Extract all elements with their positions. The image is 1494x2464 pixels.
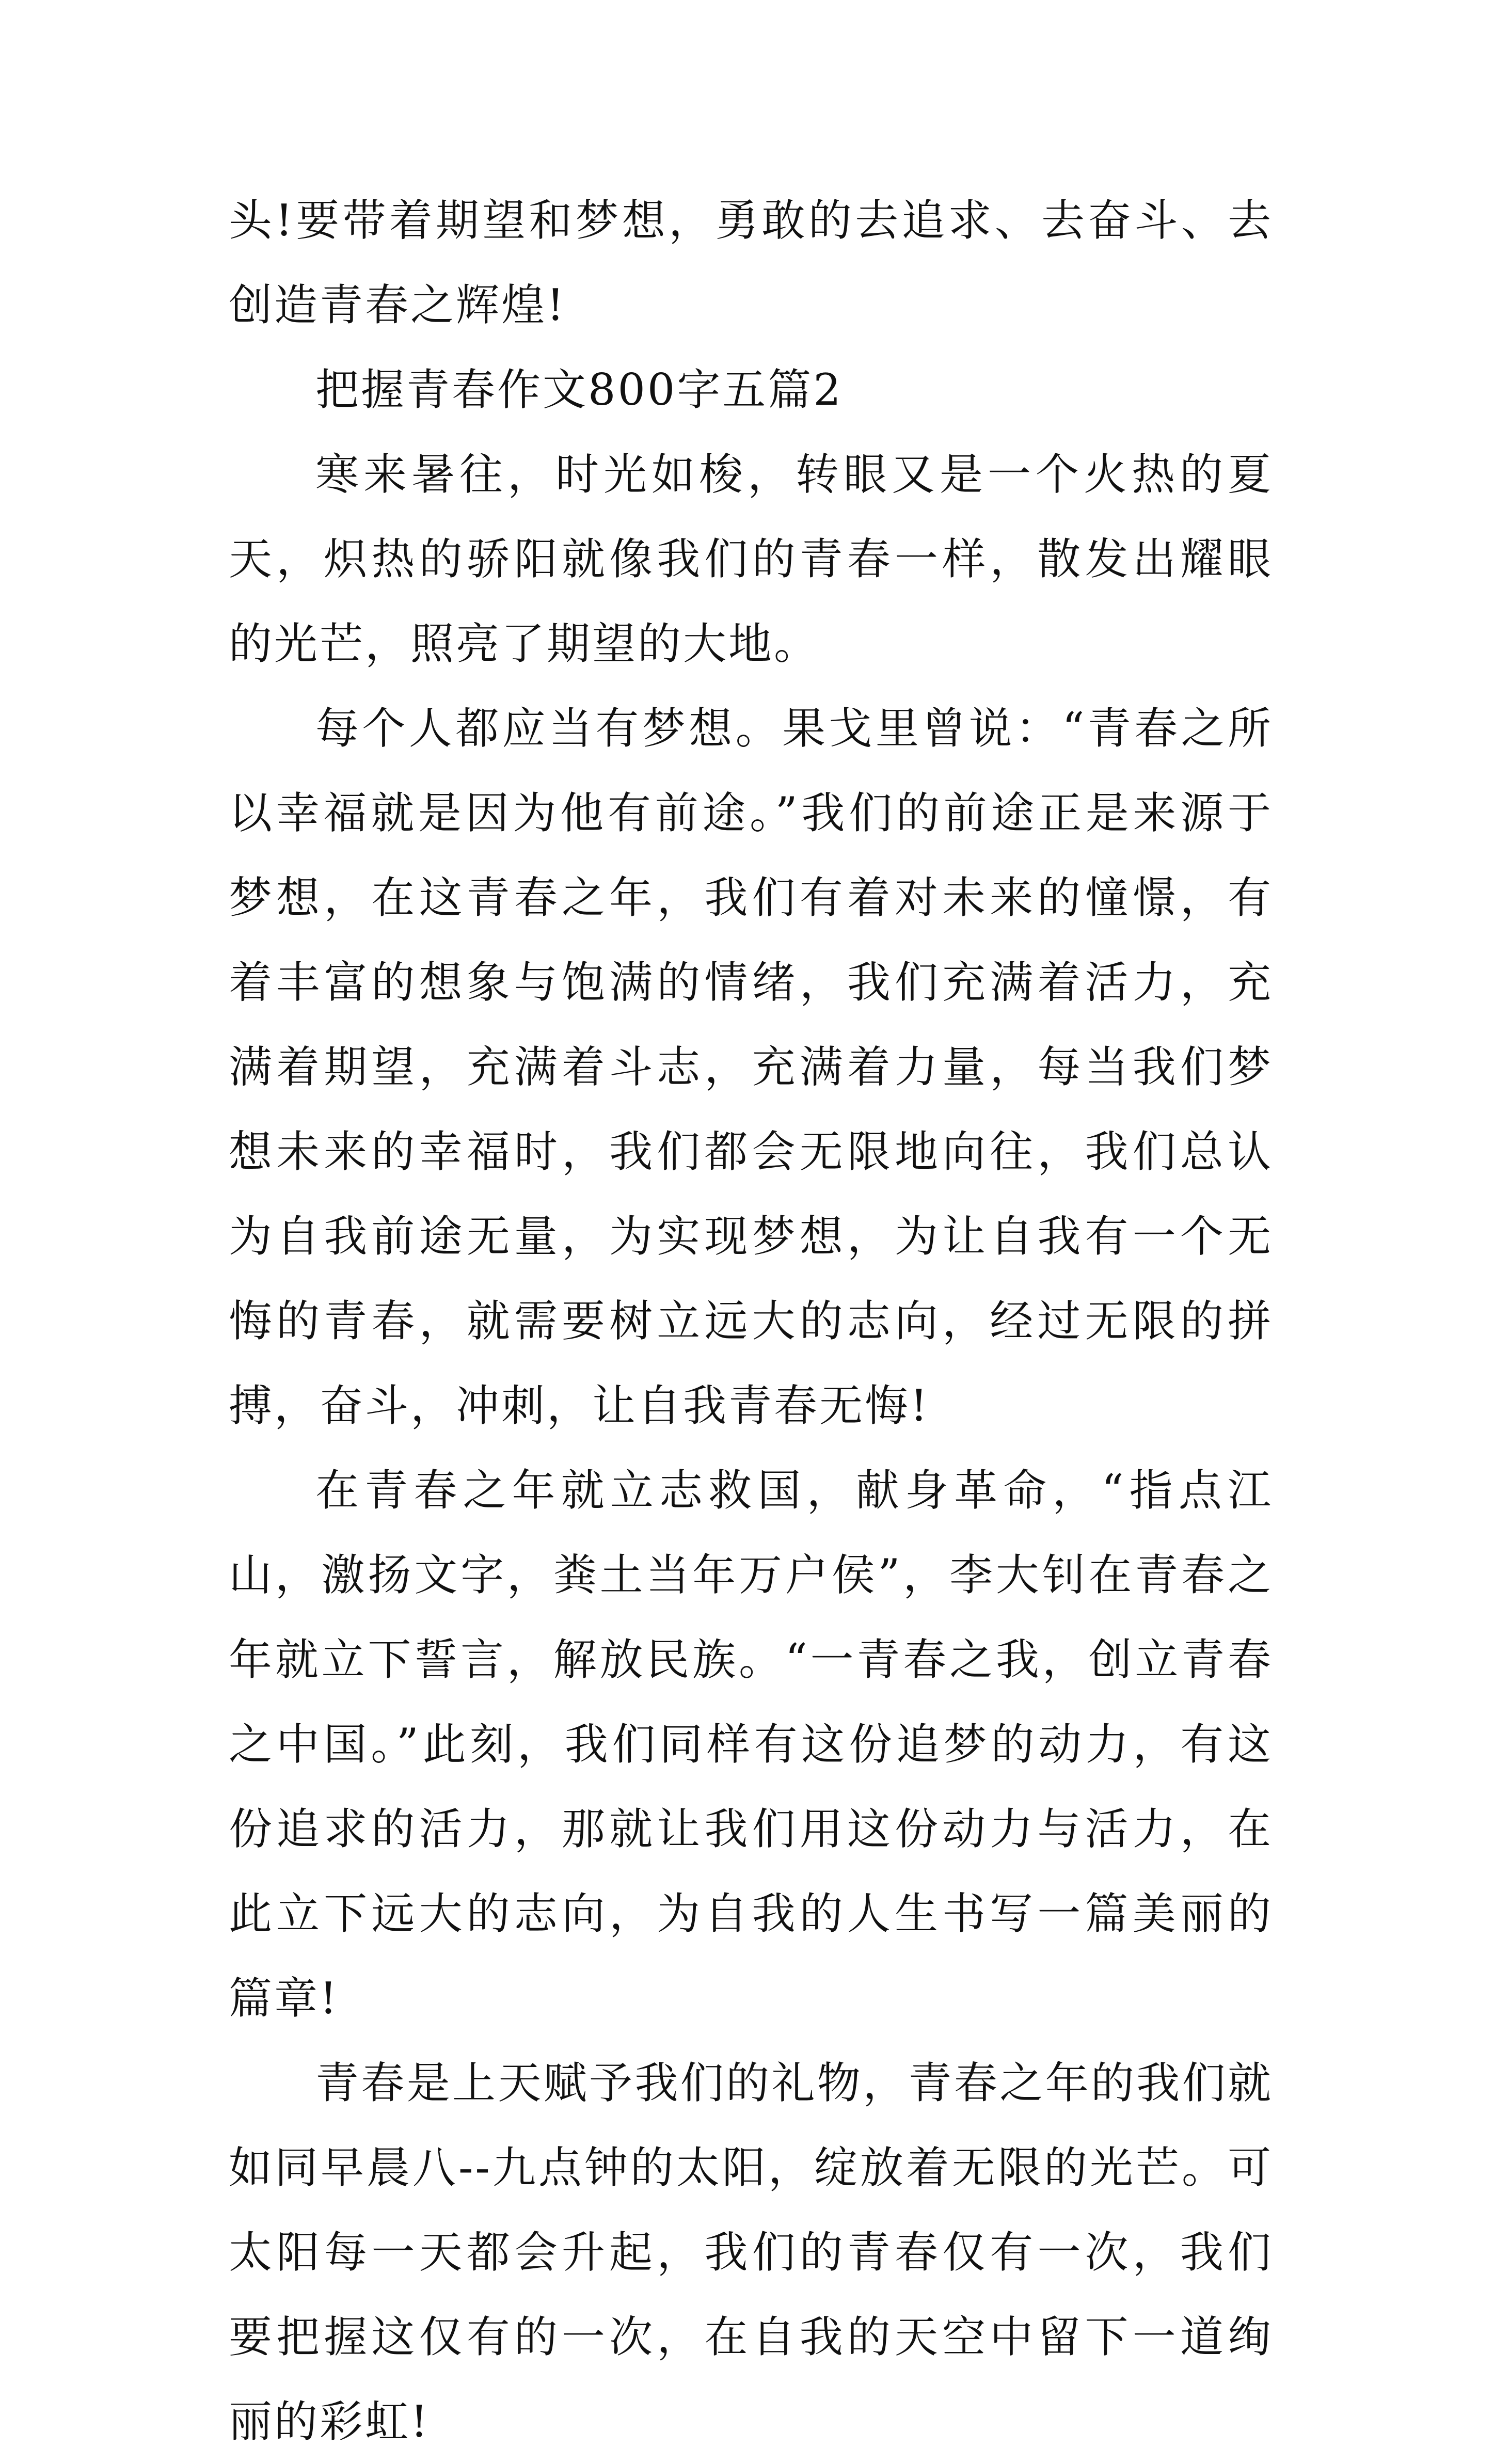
document-body [229,178,1273,2464]
paragraph: 每个人都应当有梦想。果戈里曾说：“青春之所以幸福就是因为他有前途。”我们的前途正是来源于梦想，在这青春之年，我们有着对未来的憧憬，有着丰富的想象与饱满的情绪，我们充满着活力，充满着期望，充满着斗志，充满着力量，每当我们梦想未来的幸福时，我们都会无限地向往，我们总认为自我前途无量，为实现梦想，为让自我有一个无悔的青春，就需要树立远大的志向，经过无限的拼搏，奋斗，冲刺，让自我青春无悔! [229,703,1273,1431]
paragraph: 寒来暑往，时光如梭，转眼又是一个火热的夏天，炽热的骄阳就像我们的青春一样，散发出耀眼的光芒，照亮了期望的大地。 [229,449,1273,669]
paragraph-continuation: 头!要带着期望和梦想，勇敢的去追求、去奋斗、去创造青春之辉煌! [229,195,1273,330]
paragraph: 青春是上天赋予我们的礼物，青春之年的我们就如同早晨八--九点钟的太阳，绽放着无限的光芒。可太阳每一天都会升起，我们的青春仅有一次，我们要把握这仅有的一次，在自我的天空中留下一道绚丽的彩虹! [229,2058,1273,2447]
section-heading: 把握青春作文800字五篇2 [315,364,843,415]
paragraph: 在青春之年就立志救国，献身革命，“指点江山，激扬文字，粪土当年万户侯”，李大钊在青春之年就立下誓言，解放民族。“一青春之我，创立青春之中国。”此刻，我们同样有这份追梦的动力，有这份追求的活力，那就让我们用这份动力与活力，在此立下远大的志向，为自我的人生书写一篇美丽的篇章! [229,1465,1273,2024]
